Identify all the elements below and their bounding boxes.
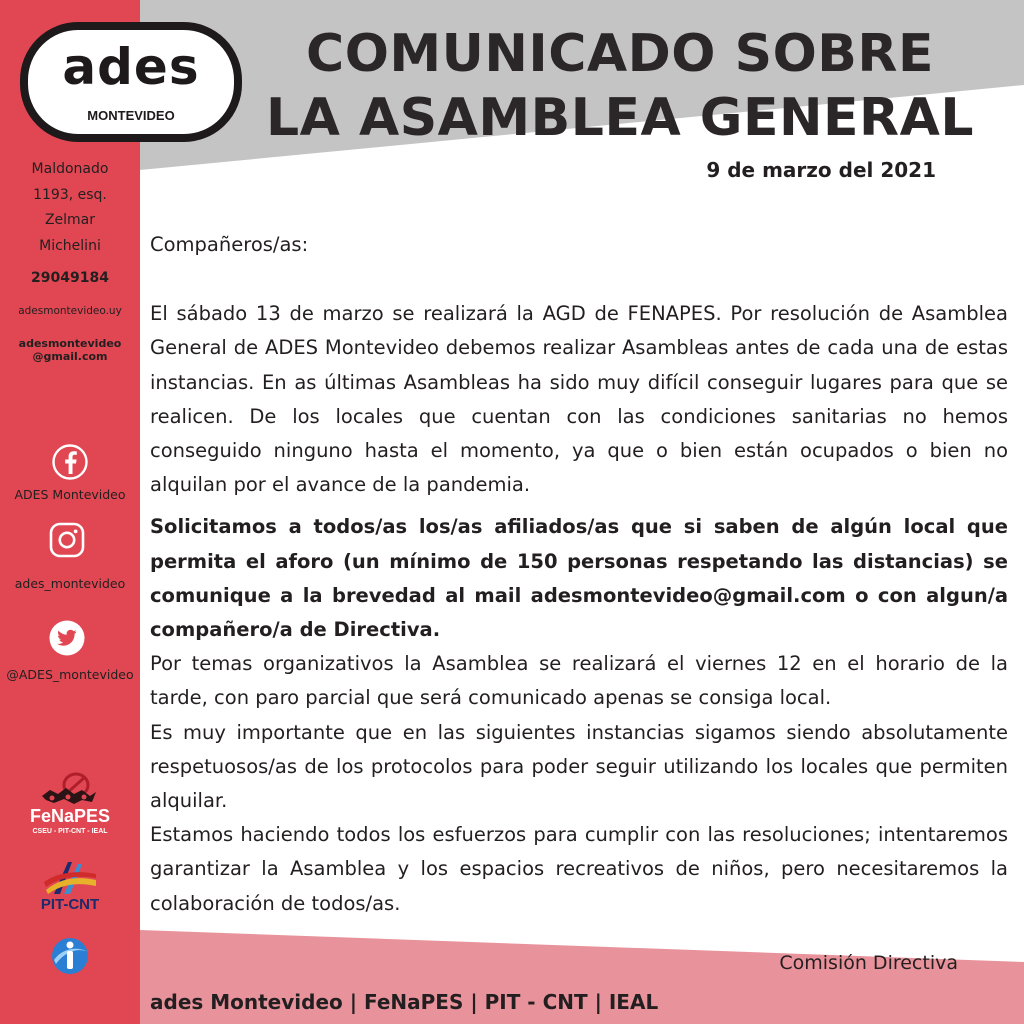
pitcnt-name: PIT-CNT [40,896,100,913]
letter-body [150,228,1008,921]
fenapes-name: FeNaPES [29,806,111,826]
signature: Comisión Directiva [779,952,958,974]
address-line: Zelmar [44,212,96,228]
phone-number: 29049184 [31,270,109,286]
address-line: Michelini [39,237,101,254]
title-line: COMUNICADO SOBRE [306,24,934,84]
ieal-logo-icon [48,934,92,978]
pitcnt-emblem-icon [38,860,102,896]
paragraph: Es muy importante que en las siguientes instancias sigamos siendo absolutamente respetuosos/as de los protocolos para poder seguir utilizando los locales que permiten alquilar. [150,720,1008,813]
fenapes-logo [20,770,120,845]
ades-logo [20,22,242,142]
email-line: @gmail.com [32,350,108,363]
address-line: 1193, esq. [33,186,107,203]
email-line: adesmontevideo [18,337,122,350]
logo-word: ades [62,38,200,96]
fenapes-emblem-icon [38,772,102,808]
paragraph: Por temas organizativos la Asamblea se realizará el viernes 12 en el horario de la tarde, con paro parcial que será comunicado apenas se consiga local. [150,652,1008,710]
pitcnt-logo [20,860,120,920]
fenapes-subtitle: CSEU - PIT-CNT - IEAL [32,828,108,835]
instagram-icon[interactable] [48,521,86,559]
twitter-label[interactable]: @ADES_montevideo [6,667,134,682]
logo-city: MONTEVIDEO [87,108,175,123]
address [0,157,140,259]
request-paragraph: Solicitamos a todos/as los/as afiliados/as que si saben de algún local que permita el aforo (un mínimo de 150 personas respetando las distancias) se comunique a la brevedad al mail adesmontevideo@gmail.com o con algun/a compañero/a de Directiva. [150,515,1008,642]
email-link[interactable] [0,337,140,363]
publication-date: 9 de marzo del 2021 [706,158,936,182]
facebook-label[interactable]: ADES Montevideo [14,487,126,502]
address-line: Maldonado [31,161,109,177]
website-link[interactable]: adesmontevideo.uy [18,305,122,317]
instagram-label[interactable]: ades_montevideo [14,576,126,591]
paragraph: Estamos haciendo todos los esfuerzos para cumplir con las resoluciones; intentaremos garantizar la Asamblea y los espacios recreativos de niños, pero necesitaremos la colaboración de todos/as. [150,823,1008,915]
paragraph: El sábado 13 de marzo se realizará la AGD de FENAPES. Por resolución de Asamblea General de ADES Montevideo debemos realizar Asambleas antes de cada una de estas instancias. En as últimas Asambleas ha sido muy difícil conseguir lugares para que se realicen. De los locales que cuentan con las condiciones sanitarias no hemos conseguido ninguno hasta el momento, ya que o bien están ocupados o bien no alquilan por el avance de la pandemia. [150,302,1008,497]
facebook-icon[interactable] [51,443,89,481]
footer-organizations: ades Montevideo | FeNaPES | PIT - CNT | IEAL [150,990,659,1014]
page-title [240,22,1000,150]
greeting: Compañeros/as: [150,233,309,256]
title-line: LA ASAMBLEA GENERAL [266,88,974,148]
twitter-icon[interactable] [48,619,86,657]
